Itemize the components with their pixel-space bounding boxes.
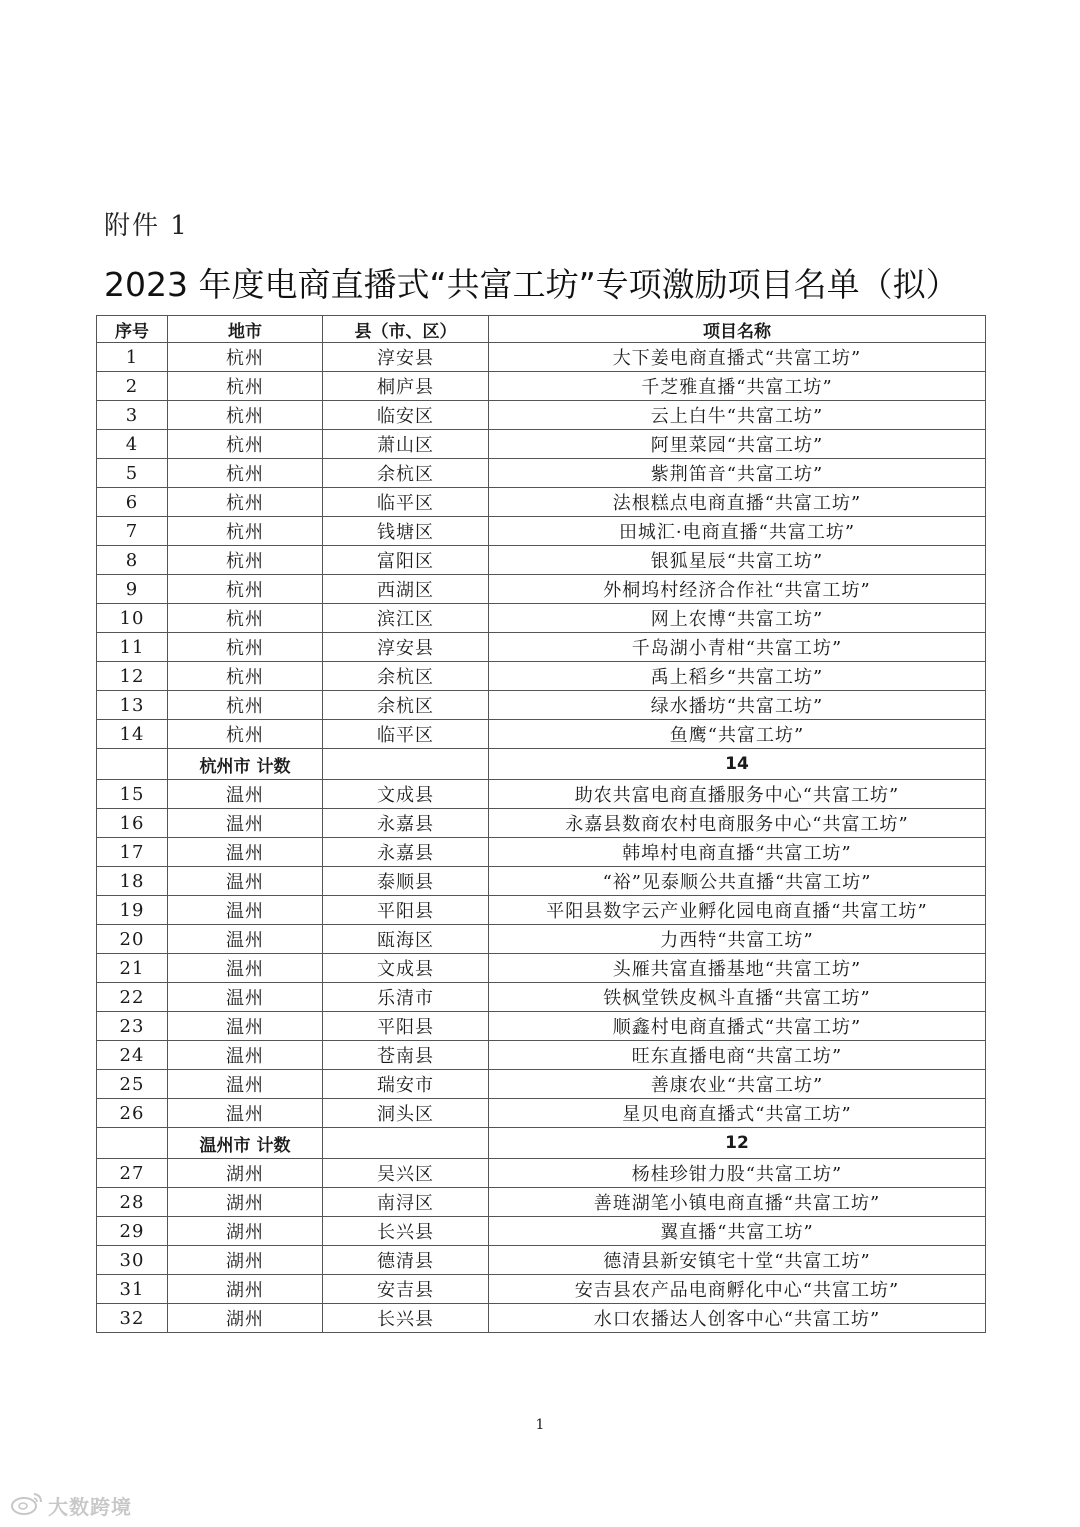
subtotal-empty-county xyxy=(323,1128,489,1159)
cell-county: 萧山区 xyxy=(323,430,489,459)
cell-project-name: 外桐坞村经济合作社“共富工坊” xyxy=(489,575,986,604)
table-row xyxy=(97,896,986,925)
cell-county: 平阳县 xyxy=(323,1012,489,1041)
cell-county: 临平区 xyxy=(323,488,489,517)
cell-city: 杭州 xyxy=(168,401,323,430)
table-row xyxy=(97,925,986,954)
table-row xyxy=(97,1159,986,1188)
cell-city: 杭州 xyxy=(168,546,323,575)
table-row xyxy=(97,867,986,896)
subtotal-empty-index xyxy=(97,749,168,780)
cell-city: 温州 xyxy=(168,809,323,838)
cell-city: 杭州 xyxy=(168,691,323,720)
cell-project-name: 云上白牛“共富工坊” xyxy=(489,401,986,430)
cell-county: 钱塘区 xyxy=(323,517,489,546)
cell-project-name: 平阳县数字云产业孵化园电商直播“共富工坊” xyxy=(489,896,986,925)
cell-index: 19 xyxy=(97,896,168,925)
cell-index: 15 xyxy=(97,780,168,809)
cell-index: 13 xyxy=(97,691,168,720)
cell-project-name: 银狐星辰“共富工坊” xyxy=(489,546,986,575)
cell-project-name: 力西特“共富工坊” xyxy=(489,925,986,954)
watermark xyxy=(10,1490,132,1520)
cell-city: 温州 xyxy=(168,896,323,925)
cell-index: 32 xyxy=(97,1304,168,1333)
cell-index: 17 xyxy=(97,838,168,867)
cell-city: 杭州 xyxy=(168,459,323,488)
cell-city: 湖州 xyxy=(168,1275,323,1304)
cell-index: 11 xyxy=(97,633,168,662)
table-row xyxy=(97,983,986,1012)
cell-project-name: “裕”见泰顺公共直播“共富工坊” xyxy=(489,867,986,896)
cell-index: 4 xyxy=(97,430,168,459)
cell-county: 平阳县 xyxy=(323,896,489,925)
cell-index: 25 xyxy=(97,1070,168,1099)
table-row xyxy=(97,517,986,546)
table-row xyxy=(97,1070,986,1099)
cell-city: 杭州 xyxy=(168,488,323,517)
cell-index: 10 xyxy=(97,604,168,633)
cell-index: 6 xyxy=(97,488,168,517)
cell-county: 德清县 xyxy=(323,1246,489,1275)
cell-city: 湖州 xyxy=(168,1304,323,1333)
cell-index: 2 xyxy=(97,372,168,401)
cell-city: 杭州 xyxy=(168,430,323,459)
cell-index: 16 xyxy=(97,809,168,838)
table-row xyxy=(97,1217,986,1246)
cell-project-name: 善琏湖笔小镇电商直播“共富工坊” xyxy=(489,1188,986,1217)
cell-project-name: 星贝电商直播式“共富工坊” xyxy=(489,1099,986,1128)
cell-county: 吴兴区 xyxy=(323,1159,489,1188)
cell-county: 余杭区 xyxy=(323,662,489,691)
weibo-logo-icon xyxy=(10,1490,44,1520)
cell-project-name: 旺东直播电商“共富工坊” xyxy=(489,1041,986,1070)
header-index: 序号 xyxy=(97,316,168,343)
cell-county: 永嘉县 xyxy=(323,838,489,867)
cell-city: 温州 xyxy=(168,1099,323,1128)
cell-project-name: 大下姜电商直播式“共富工坊” xyxy=(489,343,986,372)
table-row xyxy=(97,1041,986,1070)
cell-index: 21 xyxy=(97,954,168,983)
cell-county: 余杭区 xyxy=(323,459,489,488)
cell-city: 湖州 xyxy=(168,1246,323,1275)
cell-county: 淳安县 xyxy=(323,343,489,372)
subtotal-label: 杭州市 计数 xyxy=(168,749,323,780)
cell-project-name: 顺鑫村电商直播式“共富工坊” xyxy=(489,1012,986,1041)
cell-city: 杭州 xyxy=(168,604,323,633)
header-project-name: 项目名称 xyxy=(489,316,986,343)
cell-index: 18 xyxy=(97,867,168,896)
table-row xyxy=(97,488,986,517)
table-row xyxy=(97,575,986,604)
cell-city: 温州 xyxy=(168,1041,323,1070)
subtotal-count: 12 xyxy=(489,1128,986,1159)
cell-project-name: 水口农播达人创客中心“共富工坊” xyxy=(489,1304,986,1333)
cell-project-name: 永嘉县数商农村电商服务中心“共富工坊” xyxy=(489,809,986,838)
cell-index: 7 xyxy=(97,517,168,546)
table-row xyxy=(97,662,986,691)
watermark-text: 大数跨境 xyxy=(48,1494,132,1519)
subtotal-row xyxy=(97,1128,986,1159)
project-table xyxy=(96,315,986,1333)
cell-county: 长兴县 xyxy=(323,1304,489,1333)
cell-index: 23 xyxy=(97,1012,168,1041)
table-row xyxy=(97,954,986,983)
cell-project-name: 阿里菜园“共富工坊” xyxy=(489,430,986,459)
cell-county: 南浔区 xyxy=(323,1188,489,1217)
table-row xyxy=(97,780,986,809)
cell-county: 瓯海区 xyxy=(323,925,489,954)
cell-city: 温州 xyxy=(168,780,323,809)
cell-project-name: 千岛湖小青柑“共富工坊” xyxy=(489,633,986,662)
cell-county: 文成县 xyxy=(323,954,489,983)
cell-county: 淳安县 xyxy=(323,633,489,662)
cell-project-name: 翼直播“共富工坊” xyxy=(489,1217,986,1246)
cell-project-name: 紫荆笛音“共富工坊” xyxy=(489,459,986,488)
cell-city: 杭州 xyxy=(168,662,323,691)
cell-county: 临安区 xyxy=(323,401,489,430)
cell-index: 12 xyxy=(97,662,168,691)
table-header-row xyxy=(97,316,986,343)
cell-project-name: 鱼鹰“共富工坊” xyxy=(489,720,986,749)
cell-project-name: 法根糕点电商直播“共富工坊” xyxy=(489,488,986,517)
cell-index: 14 xyxy=(97,720,168,749)
document-title: 2023 年度电商直播式“共富工坊”专项激励项目名单（拟） xyxy=(104,265,959,304)
table-row xyxy=(97,401,986,430)
table-row xyxy=(97,720,986,749)
header-county: 县（市、区） xyxy=(323,316,489,343)
cell-project-name: 千芝雅直播“共富工坊” xyxy=(489,372,986,401)
cell-county: 文成县 xyxy=(323,780,489,809)
cell-city: 温州 xyxy=(168,983,323,1012)
cell-county: 乐清市 xyxy=(323,983,489,1012)
cell-city: 温州 xyxy=(168,1070,323,1099)
cell-project-name: 网上农博“共富工坊” xyxy=(489,604,986,633)
cell-city: 杭州 xyxy=(168,720,323,749)
cell-county: 滨江区 xyxy=(323,604,489,633)
table-row xyxy=(97,546,986,575)
table-row xyxy=(97,372,986,401)
cell-county: 长兴县 xyxy=(323,1217,489,1246)
cell-county: 洞头区 xyxy=(323,1099,489,1128)
cell-index: 27 xyxy=(97,1159,168,1188)
table-row xyxy=(97,633,986,662)
cell-county: 临平区 xyxy=(323,720,489,749)
table-row xyxy=(97,343,986,372)
subtotal-row xyxy=(97,749,986,780)
cell-city: 杭州 xyxy=(168,575,323,604)
header-city: 地市 xyxy=(168,316,323,343)
cell-city: 温州 xyxy=(168,954,323,983)
cell-index: 8 xyxy=(97,546,168,575)
cell-city: 湖州 xyxy=(168,1217,323,1246)
cell-county: 瑞安市 xyxy=(323,1070,489,1099)
table-row xyxy=(97,1012,986,1041)
cell-index: 9 xyxy=(97,575,168,604)
cell-city: 杭州 xyxy=(168,372,323,401)
cell-project-name: 禹上稻乡“共富工坊” xyxy=(489,662,986,691)
cell-index: 20 xyxy=(97,925,168,954)
subtotal-empty-index xyxy=(97,1128,168,1159)
cell-project-name: 韩埠村电商直播“共富工坊” xyxy=(489,838,986,867)
cell-city: 杭州 xyxy=(168,343,323,372)
cell-city: 温州 xyxy=(168,1012,323,1041)
cell-project-name: 绿水播坊“共富工坊” xyxy=(489,691,986,720)
cell-county: 安吉县 xyxy=(323,1275,489,1304)
cell-county: 富阳区 xyxy=(323,546,489,575)
cell-index: 26 xyxy=(97,1099,168,1128)
cell-index: 30 xyxy=(97,1246,168,1275)
cell-project-name: 善康农业“共富工坊” xyxy=(489,1070,986,1099)
cell-index: 3 xyxy=(97,401,168,430)
cell-city: 湖州 xyxy=(168,1188,323,1217)
cell-project-name: 安吉县农产品电商孵化中心“共富工坊” xyxy=(489,1275,986,1304)
table-row xyxy=(97,1099,986,1128)
cell-project-name: 杨桂珍钳力股“共富工坊” xyxy=(489,1159,986,1188)
attachment-label: 附件 1 xyxy=(104,211,189,241)
table-row xyxy=(97,1188,986,1217)
cell-county: 桐庐县 xyxy=(323,372,489,401)
cell-county: 泰顺县 xyxy=(323,867,489,896)
cell-index: 29 xyxy=(97,1217,168,1246)
cell-index: 28 xyxy=(97,1188,168,1217)
cell-index: 31 xyxy=(97,1275,168,1304)
cell-project-name: 铁枫堂铁皮枫斗直播“共富工坊” xyxy=(489,983,986,1012)
table-row xyxy=(97,459,986,488)
cell-project-name: 助农共富电商直播服务中心“共富工坊” xyxy=(489,780,986,809)
cell-county: 苍南县 xyxy=(323,1041,489,1070)
cell-index: 22 xyxy=(97,983,168,1012)
table-row xyxy=(97,1304,986,1333)
cell-project-name: 德清县新安镇宅十堂“共富工坊” xyxy=(489,1246,986,1275)
cell-county: 西湖区 xyxy=(323,575,489,604)
table-row xyxy=(97,604,986,633)
cell-index: 1 xyxy=(97,343,168,372)
subtotal-empty-county xyxy=(323,749,489,780)
cell-city: 杭州 xyxy=(168,633,323,662)
cell-city: 温州 xyxy=(168,838,323,867)
cell-city: 湖州 xyxy=(168,1159,323,1188)
cell-city: 温州 xyxy=(168,867,323,896)
cell-county: 永嘉县 xyxy=(323,809,489,838)
table-row xyxy=(97,1275,986,1304)
table-row xyxy=(97,1246,986,1275)
table-row xyxy=(97,691,986,720)
subtotal-label: 温州市 计数 xyxy=(168,1128,323,1159)
table-row xyxy=(97,430,986,459)
cell-project-name: 头雁共富直播基地“共富工坊” xyxy=(489,954,986,983)
cell-county: 余杭区 xyxy=(323,691,489,720)
cell-project-name: 田城汇·电商直播“共富工坊” xyxy=(489,517,986,546)
table-body xyxy=(97,343,986,1333)
cell-city: 杭州 xyxy=(168,517,323,546)
page-number: 1 xyxy=(535,1417,545,1433)
table-row xyxy=(97,809,986,838)
table-row xyxy=(97,838,986,867)
cell-index: 24 xyxy=(97,1041,168,1070)
cell-city: 温州 xyxy=(168,925,323,954)
subtotal-count: 14 xyxy=(489,749,986,780)
cell-index: 5 xyxy=(97,459,168,488)
